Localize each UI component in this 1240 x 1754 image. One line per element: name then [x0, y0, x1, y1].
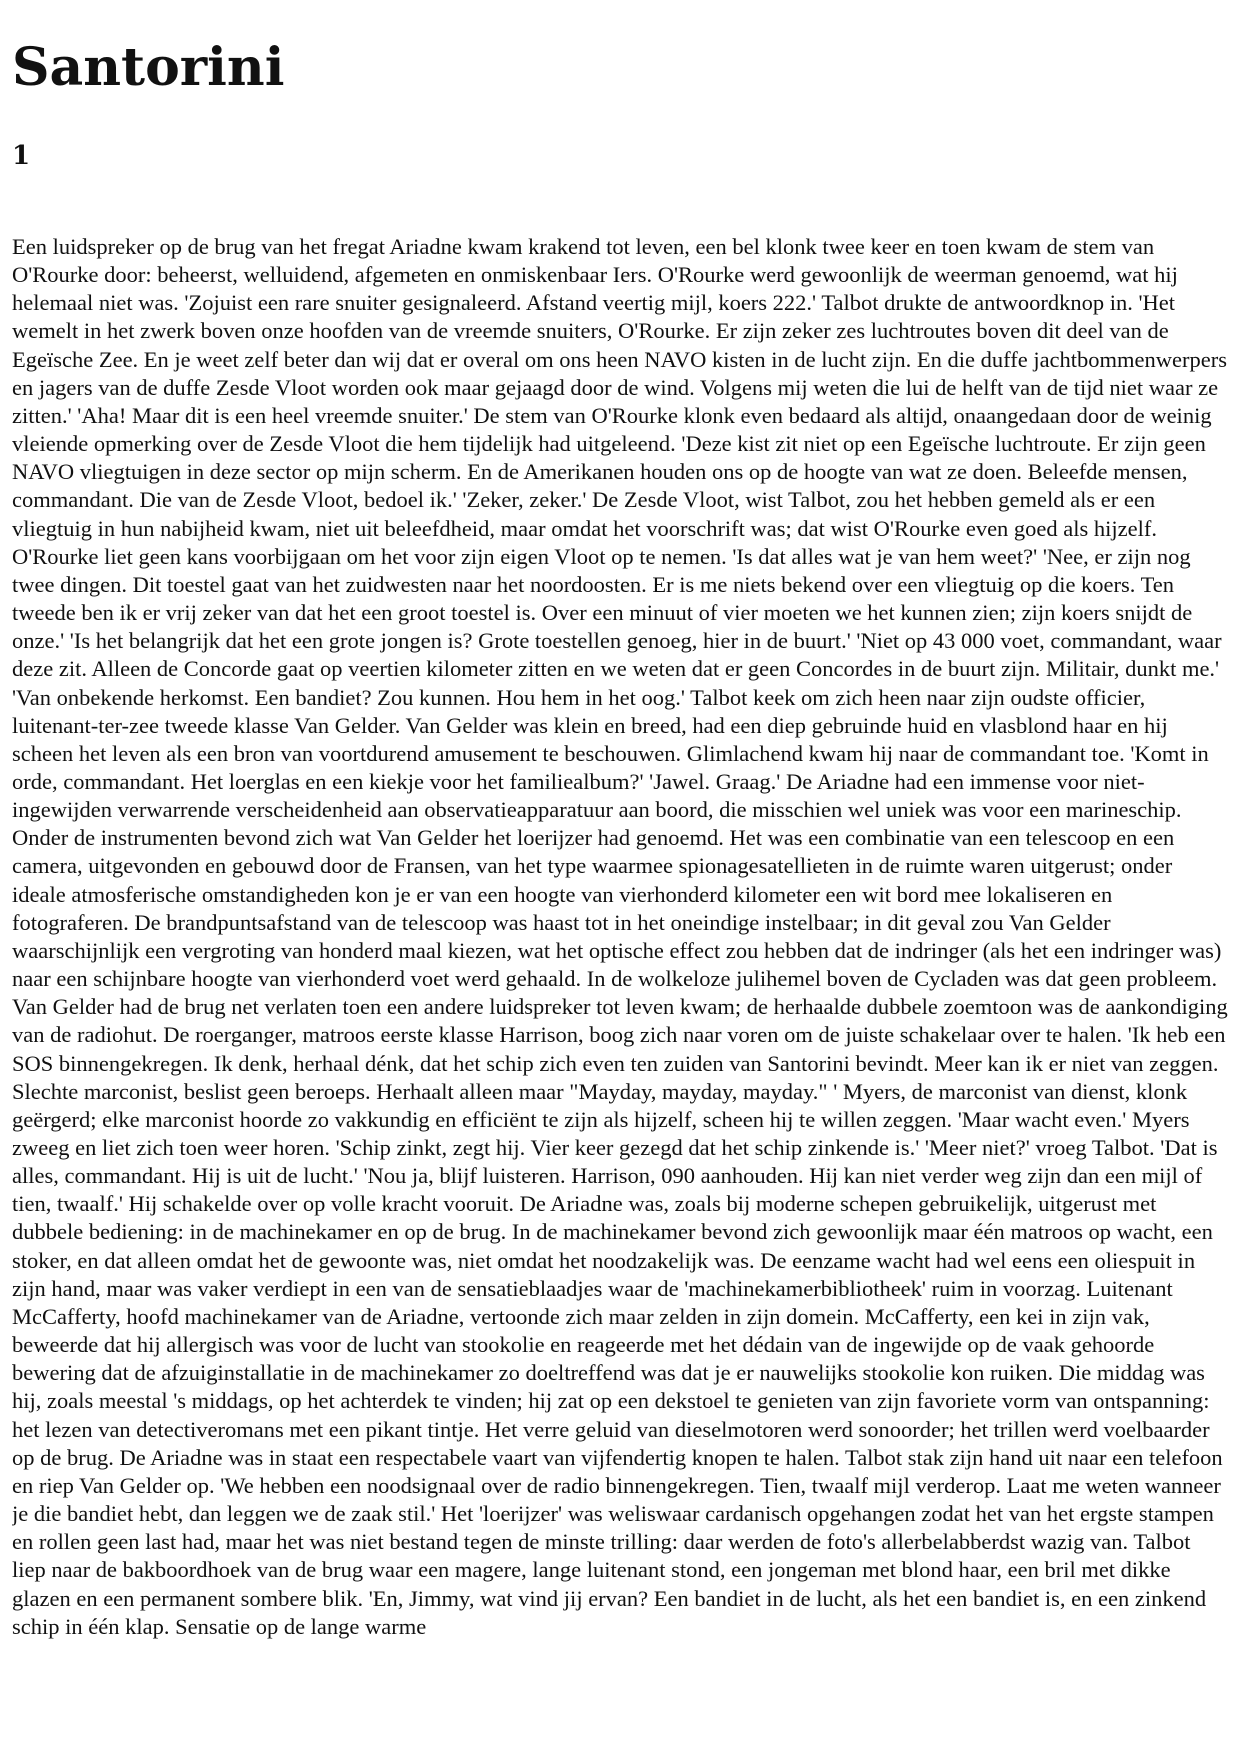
- body-paragraph: Een luidspreker op de brug van het fregat Ariadne kwam krakend tot leven, een bel klonk twee keer en toen kwam de stem van O'Rourke door: beheerst, welluidend, afgemeten en onmiskenbaar Iers. O'Rourke werd gewoonlijk de weerman genoemd, wat hij helemaal niet was. 'Zojuist een rare snuiter gesignaleerd. Afstand veertig mijl, koers 222.' Talbot drukte de antwoordknop in. 'Het wemelt in het zwerk boven onze hoofden van de vreemde snuiters, O'Rourke. Er zijn zeker zes luchtroutes boven dit deel van de Egeïsche Zee. En je weet zelf beter dan wij dat er overal om ons heen NAVO kisten in de lucht zijn. En die duffe jachtbommenwerpers en jagers van de duffe Zesde Vloot worden ook maar gejaagd door de wind. Volgens mij weten die lui de helft van de tijd niet waar ze zitten.' 'Aha! Maar dit is een heel vreemde snuiter.' De stem van O'Rourke klonk even bedaard als altijd, onaangedaan door de weinig vleiende opmerking over de Zesde Vloot die hem tijdelijk had uitgeleend. 'Deze kist zit niet op een Egeïsche luchtroute. Er zijn geen NAVO vliegtuigen in deze sector op mijn scherm. En de Amerikanen houden ons op de hoogte van wat ze doen. Beleefde mensen, commandant. Die van de Zesde Vloot, bedoel ik.' 'Zeker, zeker.' De Zesde Vloot, wist Talbot, zou het hebben gemeld als er een vliegtuig in hun nabijheid kwam, niet uit beleefdheid, maar omdat het voorschrift was; dat wist O'Rourke even goed als hijzelf. O'Rourke liet geen kans voorbijgaan om het voor zijn eigen Vloot op te nemen. 'Is dat alles wat je van hem weet?' 'Nee, er zijn nog twee dingen. Dit toestel gaat van het zuidwesten naar het noordoosten. Er is me niets bekend over een vliegtuig op die koers. Ten tweede ben ik er vrij zeker van dat het een groot toestel is. Over een minuut of vier moeten we het kunnen zien; zijn koers snijdt de onze.' 'Is het belangrijk dat het een grote jongen is? Grote toestellen genoeg, hier in de buurt.' 'Niet op 43 000 voet, commandant, waar deze zit. Alleen de Concorde gaat op veertien kilometer zitten en we weten dat er geen Concordes in de buurt zijn. Militair, dunkt me.' 'Van onbekende herkomst. Een bandiet? Zou kunnen. Hou hem in het oog.' Talbot keek om zich heen naar zijn oudste officier, luitenant-ter-zee tweede klasse Van Gelder. Van Gelder was klein en breed, had een diep gebruinde huid en vlasblond haar en hij scheen het leven als een bron van voortdurend amusement te beschouwen. Glimlachend kwam hij naar de commandant toe. 'Komt in orde, commandant. Het loerglas en een kiekje voor het familiealbum?' 'Jawel. Graag.' De Ariadne had een immense voor niet-ingewijden verwarrende verscheidenheid aan observatieapparatuur aan boord, die misschien wel uniek was voor een marineschip. Onder de instrumenten bevond zich wat Van Gelder het loerijzer had genoemd. Het was een combinatie van een telescoop en een camera, uitgevonden en gebouwd door de Fransen, van het type waarmee spionagesatellieten in de ruimte waren uitgerust; onder ideale atmosferische omstandigheden kon je er van een hoogte van vierhonderd kilometer een wit bord mee lokaliseren en fotograferen. De brandpuntsafstand van de telescoop was haast tot in het oneindige instelbaar; in dit geval zou Van Gelder waarschijnlijk een vergroting van honderd maal kiezen, wat het optische effect zou hebben dat de indringer (als het een indringer was) naar een schijnbare hoogte van vierhonderd voet werd gehaald. In de wolkeloze julihemel boven de Cycladen was dat geen probleem. Van Gelder had de brug net verlaten toen een andere luidspreker tot leven kwam; de herhaalde dubbele zoemtoon was de aankondiging van de radiohut. De roerganger, matroos eerste klasse Harrison, boog zich naar voren om de juiste schakelaar over te halen. 'Ik heb een SOS binnengekregen. Ik denk, herhaal dénk, dat het schip zich even ten zuiden van Santorini bevindt. Meer kan ik er niet van zeggen. Slechte marconist, beslist geen beroeps. Herhaalt alleen maar "Mayday, mayday, mayday." ' Myers, de marconist van dienst, klonk geërgerd; elke marconist hoorde zo vakkundig en efficiënt te zijn als hijzelf, scheen hij te willen zeggen. 'Maar wacht even.' Myers zweeg en liet zich toen weer horen. 'Schip zinkt, zegt hij. Vier keer gezegd dat het schip zinkende is.' 'Meer niet?' vroeg Talbot. 'Dat is alles, commandant. Hij is uit de lucht.' 'Nou ja, blijf luisteren. Harrison, 090 aanhouden. Hij kan niet verder weg zijn dan een mijl of tien, twaalf.' Hij schakelde over op volle kracht vooruit. De Ariadne was, zoals bij moderne schepen gebruikelijk, uitgerust met dubbele bediening: in de machinekamer en op de brug. In de machinekamer bevond zich gewoonlijk maar één matroos op wacht, een stoker, en dat alleen omdat het de gewoonte was, niet omdat het noodzakelijk was. De eenzame wacht had wel eens een oliespuit in zijn hand, maar was vaker verdiept in een van de sensatieblaadjes waar de 'machinekamerbibliotheek' ruim in voorzag. Luitenant McCafferty, hoofd machinekamer van de Ariadne, vertoonde zich maar zelden in zijn domein. McCafferty, een kei in zijn vak, beweerde dat hij allergisch was voor de lucht van stookolie en reageerde met het dédain van de ingewijde op de vaak gehoorde bewering dat de afzuiginstallatie in de machinekamer zo doeltreffend was dat je er nauwelijks stookolie kon ruiken. Die middag was hij, zoals meestal 's middags, op het achterdek te vinden; hij zat op een dekstoel te genieten van zijn favoriete vorm van ontspanning: het lezen van detectiveromans met een pikant tintje. Het verre geluid van dieselmotoren werd sonoorder; het trillen werd voelbaarder op de brug. De Ariadne was in staat een respectabele vaart van vijfendertig knopen te halen. Talbot stak zijn hand uit naar een telefoon en riep Van Gelder op. 'We hebben een noodsignaal over de radio binnengekregen. Tien, twaalf mijl verderop. Laat me weten wanneer je die bandiet hebt, dan leggen we de zaak stil.' Het 'loerijzer' was weliswaar cardanisch opgehangen zodat het van het ergste stampen en rollen geen last had, maar het was niet bestand tegen de minste trilling: daar werden de foto's allerbelabberdst wazig van. Talbot liep naar de bakboordhoek van de brug waar een magere, lange luitenant stond, een jongeman met blond haar, een bril met dikke glazen en een permanent sombere blik. 'En, Jimmy, wat vind jij ervan? Een bandiet in de lucht, als het een bandiet is, en een zinkend schip in één klap. Sensatie op de lange warme: [12, 234, 1228, 1639]
- chapter-heading: 1: [12, 141, 31, 171]
- document-title: Santorini: [12, 37, 285, 98]
